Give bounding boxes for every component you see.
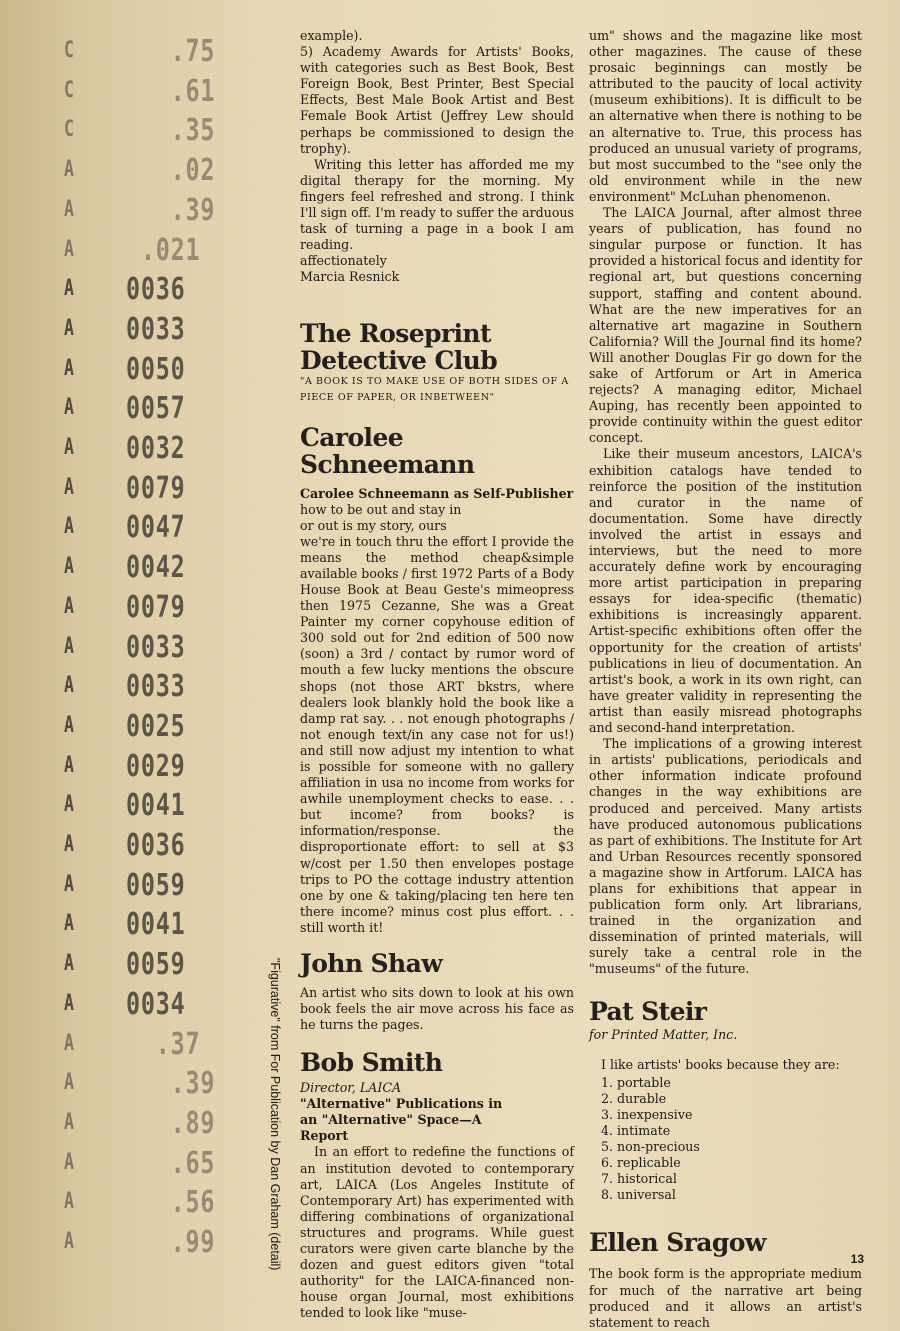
strip-code: A	[64, 633, 74, 659]
poem-line-1: how to be out and stay in	[300, 501, 462, 517]
list-item: 5. non-precious	[601, 1139, 700, 1155]
strip-row	[0, 36, 270, 68]
strip-number: 0025	[126, 708, 186, 744]
strip-code: A	[64, 593, 74, 619]
strip-number: 0050	[126, 351, 186, 387]
strip-code: A	[64, 355, 74, 381]
list-item: 6. replicable	[601, 1155, 681, 1171]
steir-affiliation: for Printed Matter, Inc.	[589, 1026, 738, 1042]
schneemann-poem	[300, 502, 574, 534]
strip-code: A	[64, 196, 74, 222]
signoff-affectionately: affectionately	[300, 253, 387, 269]
strip-number: 0059	[126, 947, 186, 983]
strip-row	[0, 274, 270, 306]
strip-number: .75	[126, 34, 216, 69]
smith-body: In an effort to redefine the functions of an institution devoted to contemporary art, LAICA (Los Angeles Institute of Contemporary Art) has experimented with differing combinations of organizational structures and programs. While guest curators were given carte blanche by the dozen and guest editors given "total authority" for the LAICA-financed non-house organ Journal, most exhibitions tended to look like "muse-	[300, 1144, 574, 1321]
strip-row	[0, 1068, 270, 1100]
strip-number: 0041	[126, 788, 186, 824]
strip-code: C	[64, 117, 74, 143]
strip-row	[0, 155, 270, 187]
strip-row	[0, 909, 270, 941]
strip-row	[0, 552, 270, 584]
strip-number: .37	[126, 1026, 201, 1062]
strip-number: 0079	[126, 589, 186, 625]
poem-line-2: or out is my story, ours	[300, 517, 447, 533]
strip-row	[0, 470, 270, 506]
strip-code: A	[64, 1109, 74, 1135]
list-item: 4. intimate	[601, 1123, 671, 1138]
strip-code: A	[64, 673, 74, 699]
strip-code: A	[64, 752, 74, 778]
strip-number: .02	[126, 153, 216, 189]
strip-number: .021	[126, 232, 201, 268]
schneemann-subhead: Carolee Schneemann as Self-Publisher	[300, 485, 574, 501]
club-subtitle: "A BOOK IS TO MAKE USE OF BOTH SIDES OF A PIECE OF PAPER, OR INBETWEEN"	[300, 375, 569, 403]
strip-number: .89	[126, 1105, 216, 1141]
strip-code: A	[64, 395, 74, 421]
strip-number: 0036	[126, 828, 186, 863]
photo-credit: "Figurative" from For Publication by Dan Graham (detail)	[268, 958, 282, 1271]
report-paragraph-2: The LAICA Journal, after almost three years of publication, has found no singular purpose or function. It has provided a historical focus and identity for regional art, but questions concerning support, staffing and content abound. What are the new imperatives for an alternative art magazine in Southern California? Will the Journal find its home? Will another Douglas Fir go down for the sake of Artforum or Art in America rejects? A managing editor, Michael Auping, has recently been appointed to provide continuity within the guest editor concept.	[589, 205, 862, 446]
steir-heading: Pat Steir	[589, 996, 707, 1026]
smith-heading: Bob Smith	[300, 1048, 443, 1078]
report-paragraph-3: Like their museum ancestors, LAICA's exhibition catalogs have tended to reinforce the position of the institution and curator in the name of documentation. Some have directly involved the artist in essays and interviews, but the need to more accurately define work by encouraging more artist participation in preparing essays for idea-specific (thematic) exhibitions is increasingly apparent. Artist-specific exhibitions often offer the opportunity for the creation of artists' publications in lieu of documentation. An artist's book, a work in its own right, can have greater validity in representing the artist than easily misread photographs and second-hand interpretation.	[589, 446, 862, 736]
steir-intro: I like artists' books because they are:	[601, 1056, 840, 1072]
club-title: The Roseprint Detective Club	[300, 318, 498, 375]
strip-code: A	[64, 1030, 74, 1056]
shaw-heading: John Shaw	[300, 949, 443, 979]
strip-number: 0042	[126, 550, 186, 586]
strip-code: A	[64, 990, 74, 1016]
strip-code: A	[64, 1229, 74, 1254]
strip-number: .99	[126, 1225, 216, 1260]
strip-code: A	[64, 951, 74, 977]
strip-row	[0, 589, 270, 625]
strip-number: 0079	[126, 470, 186, 506]
strip-row	[0, 790, 270, 822]
strip-row	[0, 311, 270, 347]
strip-row	[0, 629, 270, 665]
list-item: 1. portable	[601, 1074, 671, 1090]
report-paragraph-4: The implications of a growing interest in artists' publications, periodicals and other information indicate profound changes in the way exhibitions are produced and perceived. Many artists have produced autonomous publications as part of exhibitions. The Institute for Art and Urban Resources recently sponsored a magazine show in Artforum. LAICA has plans for exhibitions that appear in publication form only. Art librarians, trained in the organization and dissemination of printed materials, will surely take a central role in the "museums" of the future.	[589, 736, 862, 977]
strip-number: 0033	[126, 629, 186, 665]
strip-code: C	[64, 38, 74, 63]
strip-row	[0, 748, 270, 784]
strip-number: 0033	[126, 311, 186, 347]
strip-code: A	[64, 1149, 74, 1175]
sragow-body: The book form is the appropriate medium for much of the narrative art being produced and it allows an artist's statement to reach	[589, 1266, 862, 1330]
strip-row	[0, 867, 270, 903]
strip-row	[0, 232, 270, 268]
strip-row	[0, 433, 270, 465]
list-item: 7. historical	[601, 1171, 677, 1187]
list-item: 3. inexpensive	[601, 1106, 693, 1122]
strip-code: A	[64, 792, 74, 818]
strip-code: A	[64, 1070, 74, 1096]
strip-number: 0036	[126, 272, 186, 308]
strip-row	[0, 393, 270, 425]
sragow-heading: Ellen Sragow	[589, 1228, 766, 1258]
strip-code: A	[64, 1189, 74, 1215]
strip-code: A	[64, 871, 74, 897]
strip-row	[0, 512, 270, 544]
strip-number: .61	[126, 73, 216, 109]
report-paragraph-1: um" shows and the magazine like most other magazines. The cause of these prosaic beginnings can mostly be attributed to the paucity of local activity (museum exhibitions). It is difficult to be an alternative when there is nothing to be an alternative to. True, this process has produced an unusual variety of programs, but most succumbed to the "see only the old environment while in the new environment" McLuhan phenomenon.	[589, 28, 862, 204]
strip-row	[0, 671, 270, 703]
list-item: 2. durable	[601, 1090, 667, 1106]
strip-number: 0034	[126, 986, 186, 1022]
strip-number: .35	[126, 113, 216, 149]
intro-line-2: 5) Academy Awards for Artists' Books, with categories such as Best Book, Best Foreign Book, Best Printer, Best Special Effects, Best Male Book Artist and Best Female Book Artist (Jeffrey Lew should perhaps be commissioned to design the trophy).	[300, 44, 574, 156]
strip-row	[0, 73, 270, 109]
strip-number: .39	[126, 192, 216, 228]
strip-number: .65	[126, 1145, 216, 1181]
strip-row	[0, 708, 270, 744]
strip-code: A	[64, 911, 74, 937]
steir-list	[601, 1075, 862, 1204]
strip-number: 0041	[126, 907, 186, 943]
letter-paragraph: Writing this letter has afforded me my digital therapy for the morning. My fingers feel refreshed and strong. I think I'll sign off. I'm ready to suffer the arduous task of turning a page in a book I am reading.	[300, 156, 574, 253]
smith-role: Director, LAICA	[300, 1080, 402, 1096]
intro-line-1: example).	[300, 28, 363, 43]
list-item: 8. universal	[601, 1187, 676, 1203]
strip-row	[0, 986, 270, 1022]
strip-code: A	[64, 554, 74, 580]
strip-code: A	[64, 832, 74, 857]
printout-strip	[0, 0, 270, 1283]
strip-code: A	[64, 276, 74, 302]
shaw-body: An artist who sits down to look at his own book feels the air move across his face as he turns the pages.	[300, 985, 574, 1033]
strip-number: 0029	[126, 748, 186, 784]
strip-code: A	[64, 514, 74, 540]
strip-code: A	[64, 236, 74, 262]
strip-code: A	[64, 435, 74, 460]
strip-code: C	[64, 77, 74, 103]
strip-row	[0, 351, 270, 387]
strip-number: 0047	[126, 510, 186, 546]
strip-row	[0, 1227, 270, 1259]
strip-row	[0, 115, 270, 147]
strip-row	[0, 1145, 270, 1181]
column-right	[589, 28, 862, 1331]
signoff-author: Marcia Resnick	[300, 269, 400, 285]
column-middle	[300, 28, 574, 1321]
smith-subhead: "Alternative" Publications in an "Alternative" Space—A Report	[300, 1096, 503, 1144]
strip-code: A	[64, 474, 74, 500]
strip-number: 0057	[126, 391, 186, 427]
strip-row	[0, 192, 270, 228]
strip-number: 0059	[126, 867, 186, 903]
schneemann-body: we're in touch thru the effort I provide the means the method cheap&simple available books / first 1972 Parts of a Body House Book at Beau Geste's mimeopress then 1975 Cezanne, She was a Great Painter my corner copyhouse edition of 300 sold out for 2nd edition of 500 now (soon) a 3rd / contact by rumor word of mouth a few lucky mentions the obscure shops (not those ART bkstrs, where dealers look blankly hold the book like a damp rat say. . . not enough photographs / not enough text/in any case not for us!) and still now adjust my intention to what is possible for someone with no gallery affiliation in usa no income from works for awhile unemployment checks to ease. . . but income? from books? is information/response. the disproportionate effort: to sell at $3 w/cost per 1.50 then envelopes postage trips to PO the cottage industry attention one by one & taking/placing ten here ten there income? minus cost plus effort. . . still worth it!	[300, 533, 574, 935]
schneemann-heading: Carolee Schneemann	[300, 422, 475, 479]
strip-code: A	[64, 157, 74, 183]
page-number: 13	[850, 1252, 864, 1266]
strip-code: A	[64, 712, 74, 738]
strip-row	[0, 949, 270, 981]
strip-row	[0, 830, 270, 862]
strip-row	[0, 1187, 270, 1219]
strip-code: A	[64, 315, 74, 341]
strip-number: 0033	[126, 669, 186, 705]
strip-number: .39	[126, 1066, 216, 1102]
strip-number: 0032	[126, 431, 186, 466]
strip-number: .56	[126, 1185, 216, 1221]
strip-row	[0, 1026, 270, 1062]
strip-row	[0, 1105, 270, 1141]
